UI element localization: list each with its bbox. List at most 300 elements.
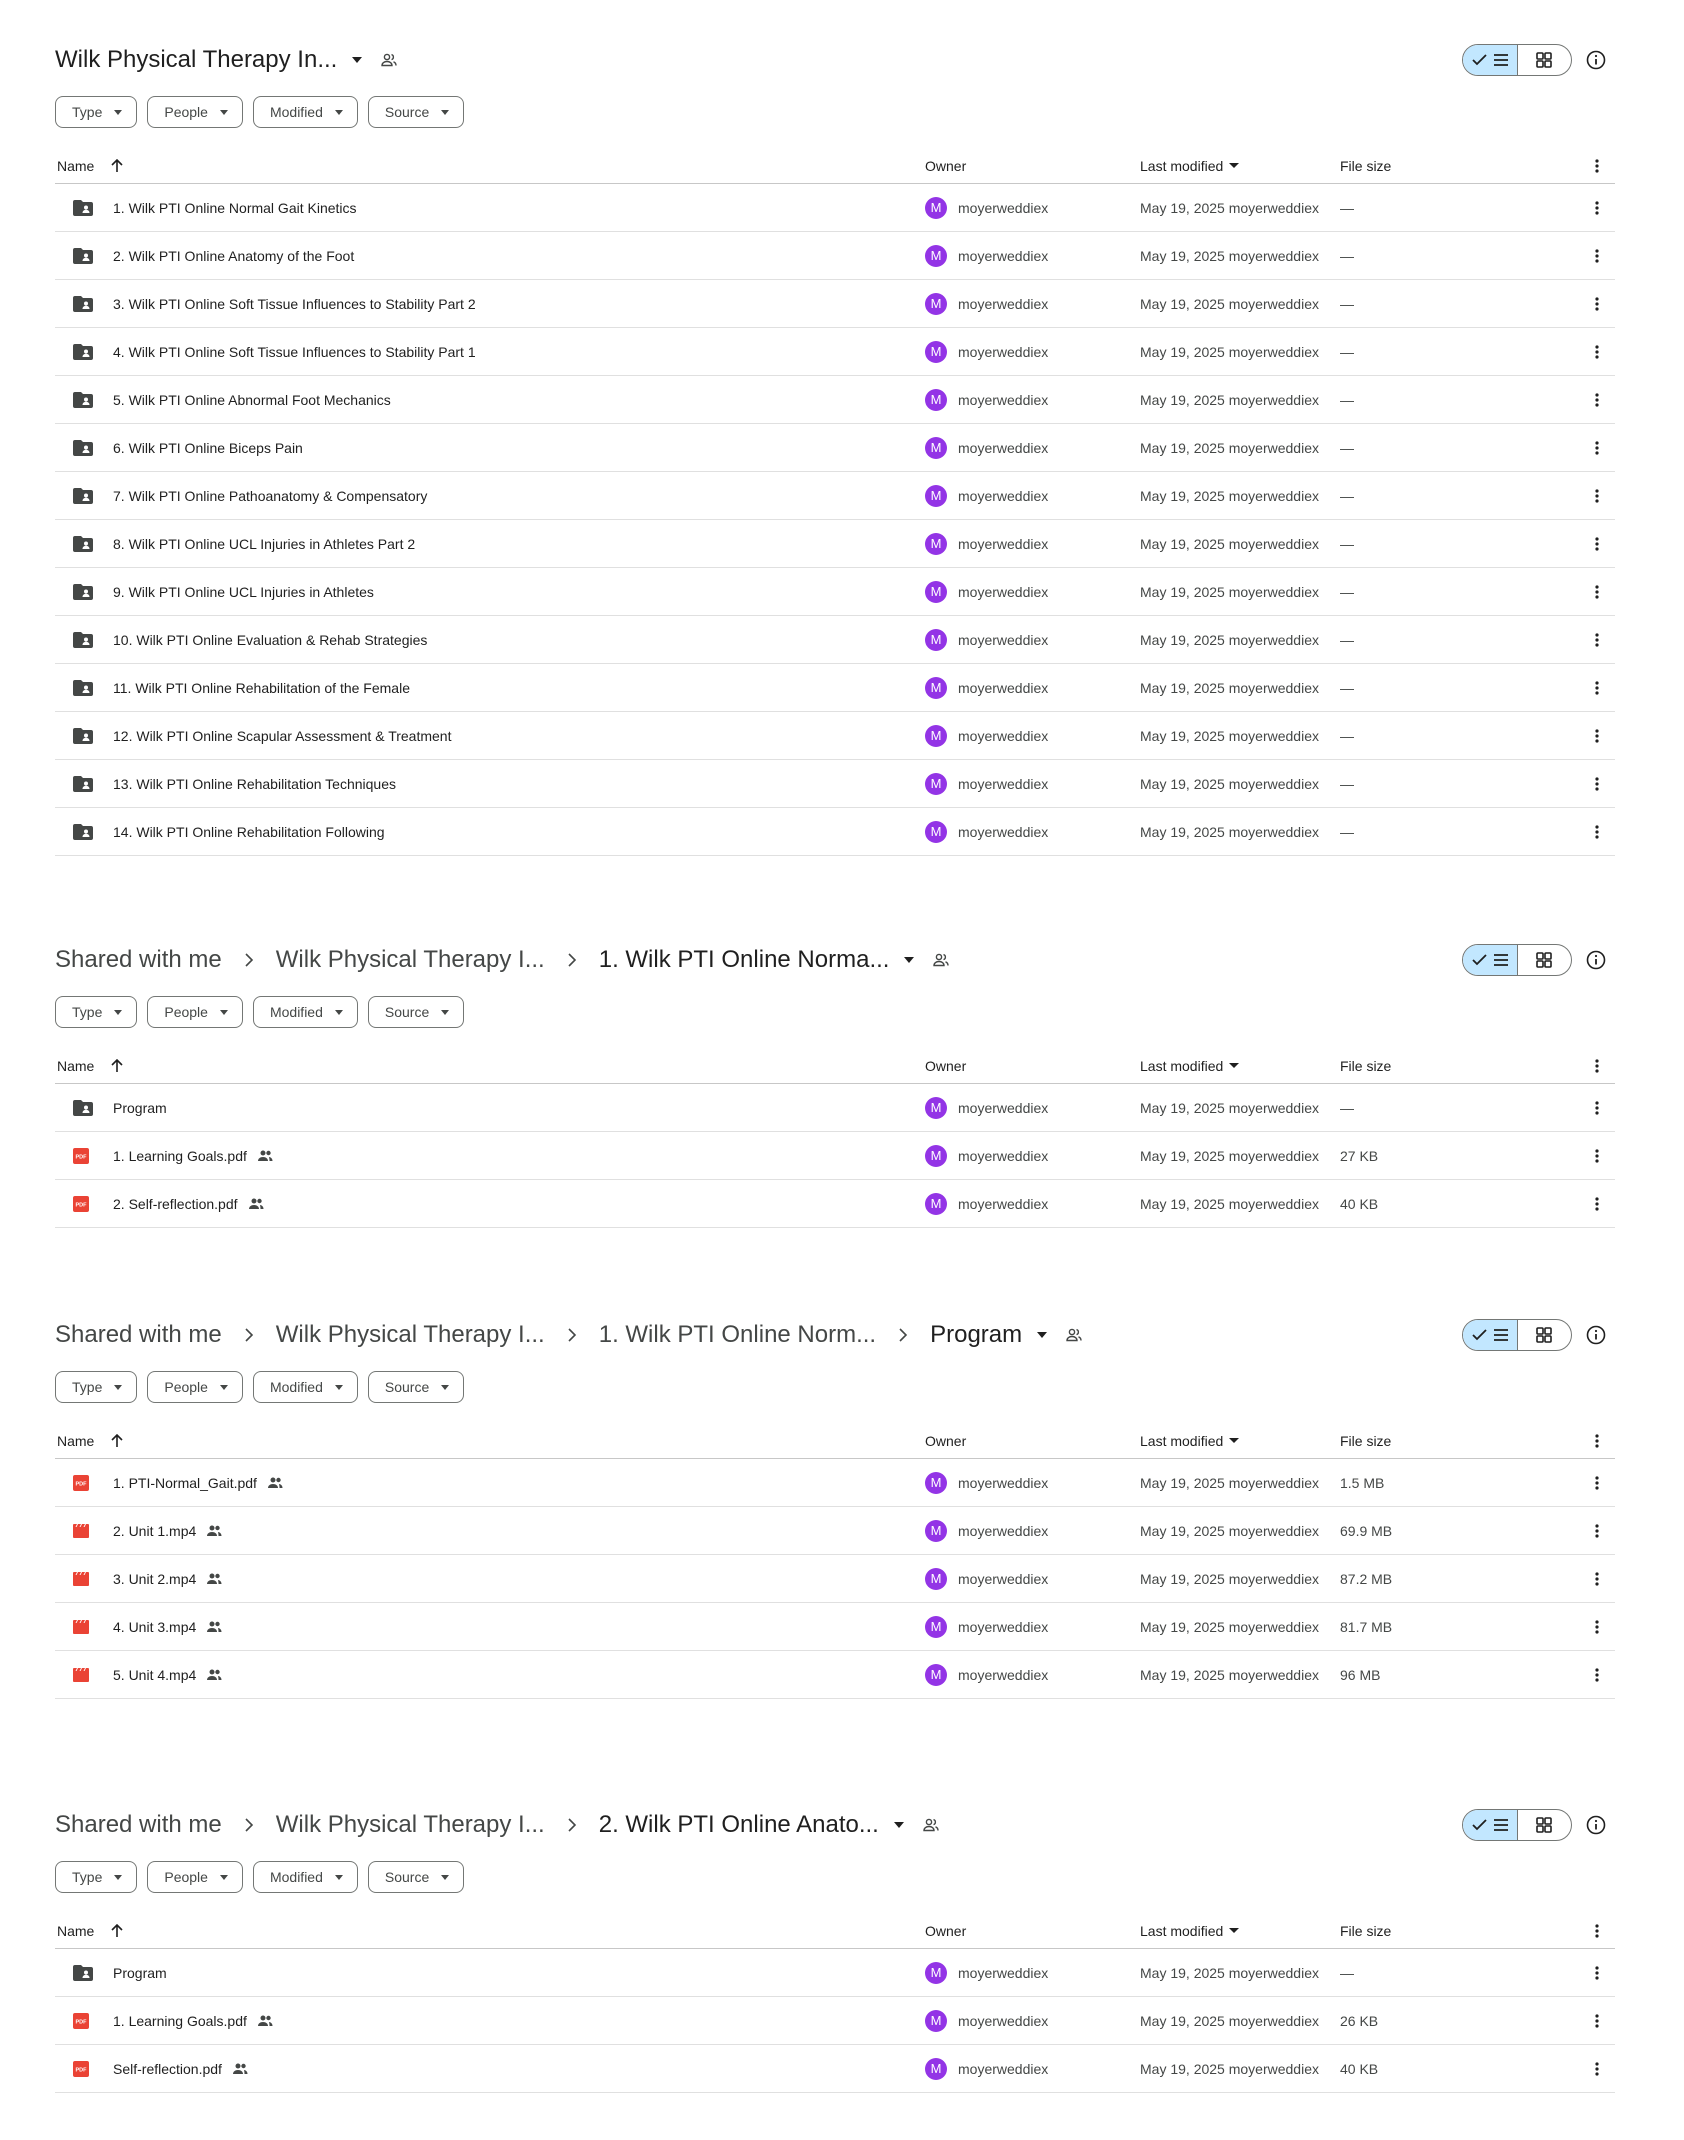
- more-options-icon[interactable]: [1595, 159, 1599, 173]
- shared-folder-icon: [73, 296, 93, 312]
- row-more-icon[interactable]: [1595, 201, 1599, 215]
- column-label: Name: [57, 1922, 95, 1939]
- column-size-header: File size: [1340, 1057, 1392, 1074]
- owner-name: moyerweddiex: [958, 1570, 1049, 1587]
- avatar: M: [925, 2010, 947, 2032]
- file-name-text: 13. Wilk PTI Online Rehabilitation Techniques: [113, 775, 397, 792]
- owner-cell: [925, 629, 1048, 651]
- file-name: [113, 1100, 167, 1116]
- dropdown-caret-icon: [441, 1010, 449, 1015]
- video-file-icon: [73, 1668, 89, 1682]
- table-row[interactable]: [55, 568, 1615, 616]
- table-row[interactable]: [55, 1949, 1615, 1997]
- check-icon: [1472, 54, 1488, 66]
- file-name: [113, 344, 476, 360]
- owner-cell: [925, 1193, 1048, 1215]
- file-size-cell: 40 KB: [1340, 2060, 1379, 2077]
- modified-cell: May 19, 2025 moyerweddiex: [1140, 199, 1319, 216]
- grid-view-button[interactable]: [1518, 45, 1572, 75]
- file-name-text: 4. Wilk PTI Online Soft Tissue Influences to Stability Part 1: [113, 343, 476, 360]
- table-row[interactable]: [55, 184, 1615, 232]
- row-more-icon[interactable]: [1595, 441, 1599, 455]
- row-more-icon[interactable]: [1595, 537, 1599, 551]
- filter-chip-label: Type: [72, 1869, 103, 1885]
- table-row[interactable]: [55, 1997, 1615, 2045]
- owner-name: moyerweddiex: [958, 631, 1049, 648]
- list-view-button[interactable]: [1463, 45, 1518, 75]
- shared-icon: [206, 1621, 222, 1633]
- modified-cell: May 19, 2025 moyerweddiex: [1140, 1964, 1319, 1981]
- file-name: [113, 680, 410, 696]
- sort-ascending-icon[interactable]: [110, 1059, 124, 1073]
- shared-folder-icon: [73, 488, 93, 504]
- file-name: [113, 1196, 264, 1212]
- file-name-text: 7. Wilk PTI Online Pathoanatomy & Compensatory: [113, 487, 428, 504]
- filter-chip-label: Modified: [269, 1004, 323, 1020]
- video-file-icon: [73, 1620, 89, 1634]
- column-modified-header[interactable]: [1140, 1433, 1239, 1449]
- row-more-icon[interactable]: [1595, 1668, 1599, 1682]
- row-more-icon[interactable]: [1595, 1197, 1599, 1211]
- shared-folder-icon: [73, 1100, 93, 1116]
- filter-chips: [55, 996, 464, 1028]
- current-folder-title[interactable]: Program: [930, 1321, 1023, 1348]
- modified-cell: May 19, 2025 moyerweddiex: [1140, 439, 1319, 456]
- filter-chip-source[interactable]: [368, 996, 464, 1028]
- svg-text:PDF: PDF: [75, 1481, 87, 1487]
- filter-chip-type[interactable]: [55, 96, 137, 128]
- table-row[interactable]: [55, 376, 1615, 424]
- dropdown-caret-icon: [335, 1875, 343, 1880]
- table-row[interactable]: [55, 424, 1615, 472]
- owner-cell: [925, 581, 1048, 603]
- list-view-button[interactable]: [1463, 1320, 1518, 1350]
- row-more-icon[interactable]: [1595, 1620, 1599, 1634]
- list-icon: [1494, 954, 1508, 966]
- row-more-icon[interactable]: [1595, 393, 1599, 407]
- avatar: M: [925, 821, 947, 843]
- dropdown-caret-icon: [335, 1010, 343, 1015]
- row-more-icon[interactable]: [1595, 1524, 1599, 1538]
- modified-cell: May 19, 2025 moyerweddiex: [1140, 775, 1319, 792]
- file-size-cell: —: [1340, 823, 1354, 840]
- modified-cell: May 19, 2025 moyerweddiex: [1140, 295, 1319, 312]
- avatar: M: [925, 1145, 947, 1167]
- file-name: [113, 392, 391, 408]
- video-file-icon: [73, 1572, 89, 1586]
- avatar: M: [925, 581, 947, 603]
- filter-chips: [55, 96, 464, 128]
- row-more-icon[interactable]: [1595, 489, 1599, 503]
- table-row[interactable]: [55, 712, 1615, 760]
- shared-icon: [257, 2015, 273, 2027]
- owner-name: moyerweddiex: [958, 1964, 1049, 1981]
- column-owner-header: Owner: [925, 1057, 967, 1074]
- dropdown-caret-icon: [441, 110, 449, 115]
- sort-caret-icon: [1229, 1438, 1239, 1443]
- table-row[interactable]: [55, 664, 1615, 712]
- drive-panel-3: [0, 1275, 1684, 1725]
- row-more-icon[interactable]: [1595, 345, 1599, 359]
- filter-chip-label: Type: [72, 1379, 103, 1395]
- file-name-text: 2. Self-reflection.pdf: [113, 1195, 238, 1212]
- breadcrumb-item[interactable]: Wilk Physical Therapy I...: [275, 1321, 545, 1348]
- avatar: M: [925, 1193, 947, 1215]
- more-options-icon[interactable]: [1595, 1434, 1599, 1448]
- filter-chips: [55, 1371, 464, 1403]
- file-name: [113, 1475, 283, 1491]
- owner-name: moyerweddiex: [958, 1474, 1049, 1491]
- table-row[interactable]: [55, 520, 1615, 568]
- file-size-cell: —: [1340, 1099, 1354, 1116]
- file-name-text: Self-reflection.pdf: [113, 2060, 222, 2077]
- dropdown-caret-icon: [114, 1385, 122, 1390]
- table-row[interactable]: [55, 1180, 1615, 1228]
- folder-menu-caret-icon[interactable]: [893, 1821, 905, 1829]
- filter-chip-label: People: [164, 1004, 208, 1020]
- pdf-file-icon: [73, 2013, 89, 2029]
- table-row[interactable]: [55, 808, 1615, 856]
- filter-chip-source[interactable]: [368, 1371, 464, 1403]
- owner-name: moyerweddiex: [958, 1099, 1049, 1116]
- owner-name: moyerweddiex: [958, 439, 1049, 456]
- shared-people-icon[interactable]: [1066, 1328, 1082, 1342]
- breadcrumb-item[interactable]: Shared with me: [55, 1321, 222, 1348]
- shared-folder-icon: [73, 344, 93, 360]
- column-size-header: File size: [1340, 1432, 1392, 1449]
- drive-panel-4: [0, 1765, 1684, 2095]
- table-row[interactable]: [55, 328, 1615, 376]
- modified-cell: May 19, 2025 moyerweddiex: [1140, 1666, 1319, 1683]
- chevron-right-icon: [244, 1328, 254, 1342]
- modified-cell: May 19, 2025 moyerweddiex: [1140, 2012, 1319, 2029]
- file-name-text: 6. Wilk PTI Online Biceps Pain: [113, 439, 303, 456]
- file-size-cell: —: [1340, 1964, 1354, 1981]
- modified-cell: May 19, 2025 moyerweddiex: [1140, 1099, 1319, 1116]
- filter-chip-source[interactable]: [368, 1861, 464, 1893]
- row-more-icon[interactable]: [1595, 1101, 1599, 1115]
- shared-people-icon[interactable]: [923, 1818, 939, 1832]
- file-size-cell: 87.2 MB: [1340, 1570, 1393, 1587]
- table-row[interactable]: [55, 472, 1615, 520]
- chevron-right-icon: [244, 953, 254, 967]
- table-row[interactable]: [55, 1459, 1615, 1507]
- shared-folder-icon: [73, 824, 93, 840]
- avatar: M: [925, 293, 947, 315]
- row-more-icon[interactable]: [1595, 2014, 1599, 2028]
- file-name: [113, 200, 357, 216]
- table-row[interactable]: [55, 232, 1615, 280]
- table-row[interactable]: [55, 280, 1615, 328]
- filter-chip-label: Type: [72, 1004, 103, 1020]
- folder-menu-caret-icon[interactable]: [903, 956, 915, 964]
- file-size-cell: —: [1340, 391, 1354, 408]
- file-size-cell: 40 KB: [1340, 1195, 1379, 1212]
- row-more-icon[interactable]: [1595, 585, 1599, 599]
- shared-folder-icon: [73, 776, 93, 792]
- breadcrumb-item[interactable]: Wilk Physical Therapy I...: [275, 946, 545, 973]
- list-view-button[interactable]: [1463, 1810, 1518, 1840]
- grid-icon: [1536, 952, 1552, 968]
- view-toggle: [1462, 944, 1572, 976]
- owner-cell: [925, 1472, 1048, 1494]
- shared-icon: [206, 1525, 222, 1537]
- filter-chip-type[interactable]: [55, 1371, 137, 1403]
- shared-people-icon[interactable]: [933, 953, 949, 967]
- breadcrumb-item[interactable]: Shared with me: [55, 946, 222, 973]
- file-name-text: 1. PTI-Normal_Gait.pdf: [113, 1474, 257, 1491]
- filter-chip-label: Source: [384, 1379, 430, 1395]
- file-name: [113, 1965, 167, 1981]
- shared-folder-icon: [73, 440, 93, 456]
- column-modified-header[interactable]: [1140, 158, 1239, 174]
- filter-chip-type[interactable]: [55, 1861, 137, 1893]
- breadcrumb: [55, 40, 397, 80]
- dropdown-caret-icon: [114, 110, 122, 115]
- avatar: M: [925, 725, 947, 747]
- file-size-cell: 69.9 MB: [1340, 1522, 1393, 1539]
- file-table: [55, 148, 1615, 856]
- filter-chip-modified[interactable]: [253, 1861, 358, 1893]
- file-name: [113, 488, 427, 504]
- filter-chip-modified[interactable]: [253, 96, 358, 128]
- file-name: [113, 2013, 273, 2029]
- current-folder-title[interactable]: 1. Wilk PTI Online Norma...: [598, 946, 890, 973]
- row-more-icon[interactable]: [1595, 729, 1599, 743]
- table-header: [55, 1913, 1615, 1949]
- file-name: [113, 728, 451, 744]
- dropdown-caret-icon: [335, 1385, 343, 1390]
- more-options-icon[interactable]: [1595, 1059, 1599, 1073]
- avatar: M: [925, 677, 947, 699]
- file-name: [113, 248, 354, 264]
- grid-view-button[interactable]: [1518, 945, 1572, 975]
- owner-cell: [925, 437, 1048, 459]
- owner-cell: [925, 1568, 1048, 1590]
- dropdown-caret-icon: [220, 1875, 228, 1880]
- svg-text:PDF: PDF: [75, 1154, 87, 1160]
- owner-cell: [925, 1145, 1048, 1167]
- table-row[interactable]: [55, 1507, 1615, 1555]
- current-folder-title[interactable]: Wilk Physical Therapy In...: [55, 46, 338, 73]
- file-name-text: 1. Learning Goals.pdf: [113, 2012, 247, 2029]
- owner-name: moyerweddiex: [958, 1618, 1049, 1635]
- owner-name: moyerweddiex: [958, 775, 1049, 792]
- grid-view-button[interactable]: [1518, 1810, 1572, 1840]
- file-name: [113, 1571, 222, 1587]
- check-icon: [1472, 954, 1488, 966]
- filter-chip-label: People: [164, 1379, 208, 1395]
- dropdown-caret-icon: [114, 1875, 122, 1880]
- avatar: M: [925, 341, 947, 363]
- table-row[interactable]: [55, 1132, 1615, 1180]
- file-name: [113, 824, 385, 840]
- column-name-header[interactable]: [57, 1058, 124, 1074]
- filter-chip-people[interactable]: [147, 996, 243, 1028]
- owner-cell: [925, 2058, 1048, 2080]
- owner-name: moyerweddiex: [958, 1522, 1049, 1539]
- avatar: M: [925, 437, 947, 459]
- view-toggle: [1462, 1809, 1572, 1841]
- filter-chip-label: Source: [384, 104, 430, 120]
- column-modified-header[interactable]: [1140, 1058, 1239, 1074]
- avatar: M: [925, 533, 947, 555]
- filter-chip-label: Modified: [269, 104, 323, 120]
- column-owner-header: Owner: [925, 1432, 967, 1449]
- avatar: M: [925, 1616, 947, 1638]
- column-owner-header: Owner: [925, 157, 967, 174]
- shared-folder-icon: [73, 200, 93, 216]
- modified-cell: May 19, 2025 moyerweddiex: [1140, 1147, 1319, 1164]
- table-row[interactable]: [55, 760, 1615, 808]
- table-row[interactable]: [55, 1084, 1615, 1132]
- list-view-button[interactable]: [1463, 945, 1518, 975]
- filter-chip-people[interactable]: [147, 1861, 243, 1893]
- row-more-icon[interactable]: [1595, 1149, 1599, 1163]
- shared-folder-icon: [73, 680, 93, 696]
- breadcrumb-item[interactable]: Wilk Physical Therapy I...: [275, 1811, 545, 1838]
- table-row[interactable]: [55, 1555, 1615, 1603]
- info-icon[interactable]: [1584, 1323, 1608, 1347]
- shared-people-icon[interactable]: [381, 53, 397, 67]
- table-row[interactable]: [55, 1651, 1615, 1699]
- filter-chip-modified[interactable]: [253, 996, 358, 1028]
- scroll-viewport[interactable]: [55, 148, 1615, 998]
- file-size-cell: —: [1340, 295, 1354, 312]
- info-icon[interactable]: [1584, 1813, 1608, 1837]
- row-more-icon[interactable]: [1595, 1572, 1599, 1586]
- file-name-text: 12. Wilk PTI Online Scapular Assessment & Treatment: [113, 727, 452, 744]
- shared-icon: [267, 1477, 283, 1489]
- avatar: M: [925, 1472, 947, 1494]
- filter-chip-people[interactable]: [147, 96, 243, 128]
- filter-chip-source[interactable]: [368, 96, 464, 128]
- filter-chip-type[interactable]: [55, 996, 137, 1028]
- file-size-cell: —: [1340, 487, 1354, 504]
- owner-name: moyerweddiex: [958, 1195, 1049, 1212]
- chevron-right-icon: [567, 1328, 577, 1342]
- table-header: [55, 148, 1615, 184]
- file-name-text: 5. Wilk PTI Online Abnormal Foot Mechanics: [113, 391, 391, 408]
- file-name-text: 1. Wilk PTI Online Normal Gait Kinetics: [113, 199, 357, 216]
- file-size-cell: —: [1340, 631, 1354, 648]
- owner-name: moyerweddiex: [958, 1666, 1049, 1683]
- row-more-icon[interactable]: [1595, 297, 1599, 311]
- file-size-cell: —: [1340, 679, 1354, 696]
- table-row[interactable]: [55, 1603, 1615, 1651]
- row-more-icon[interactable]: [1595, 825, 1599, 839]
- owner-cell: [925, 245, 1048, 267]
- file-name: [113, 2061, 248, 2077]
- modified-cell: May 19, 2025 moyerweddiex: [1140, 343, 1319, 360]
- breadcrumb-item[interactable]: 1. Wilk PTI Online Norm...: [598, 1321, 877, 1348]
- shared-folder-icon: [73, 248, 93, 264]
- sort-ascending-icon[interactable]: [110, 1434, 124, 1448]
- breadcrumb: [55, 1315, 1082, 1355]
- shared-folder-icon: [73, 632, 93, 648]
- filter-chip-people[interactable]: [147, 1371, 243, 1403]
- file-size-cell: —: [1340, 535, 1354, 552]
- owner-cell: [925, 341, 1048, 363]
- owner-name: moyerweddiex: [958, 199, 1049, 216]
- check-icon: [1472, 1329, 1488, 1341]
- file-size-cell: —: [1340, 247, 1354, 264]
- breadcrumb-item[interactable]: Shared with me: [55, 1811, 222, 1838]
- pdf-file-icon: [73, 1148, 89, 1164]
- file-name-text: 1. Learning Goals.pdf: [113, 1147, 247, 1164]
- filter-chip-modified[interactable]: [253, 1371, 358, 1403]
- column-name-header[interactable]: [57, 158, 124, 174]
- row-more-icon[interactable]: [1595, 777, 1599, 791]
- avatar: M: [925, 1568, 947, 1590]
- modified-cell: May 19, 2025 moyerweddiex: [1140, 391, 1319, 408]
- file-name: [113, 440, 303, 456]
- row-more-icon[interactable]: [1595, 1966, 1599, 1980]
- column-size-header: File size: [1340, 1922, 1392, 1939]
- table-header: [55, 1423, 1615, 1459]
- shared-icon: [248, 1198, 264, 1210]
- info-icon[interactable]: [1584, 48, 1608, 72]
- dropdown-caret-icon: [441, 1385, 449, 1390]
- sort-ascending-icon[interactable]: [110, 1924, 124, 1938]
- modified-cell: May 19, 2025 moyerweddiex: [1140, 1195, 1319, 1212]
- filter-chip-label: People: [164, 1869, 208, 1885]
- row-more-icon[interactable]: [1595, 633, 1599, 647]
- modified-cell: May 19, 2025 moyerweddiex: [1140, 823, 1319, 840]
- avatar: M: [925, 1664, 947, 1686]
- row-more-icon[interactable]: [1595, 681, 1599, 695]
- column-name-header[interactable]: [57, 1433, 124, 1449]
- file-size-cell: 26 KB: [1340, 2012, 1379, 2029]
- avatar: M: [925, 389, 947, 411]
- folder-menu-caret-icon[interactable]: [1036, 1331, 1048, 1339]
- modified-cell: May 19, 2025 moyerweddiex: [1140, 535, 1319, 552]
- video-file-icon: [73, 1524, 89, 1538]
- modified-cell: May 19, 2025 moyerweddiex: [1140, 583, 1319, 600]
- file-size-cell: 27 KB: [1340, 1147, 1379, 1164]
- shared-folder-icon: [73, 728, 93, 744]
- column-modified-header[interactable]: [1140, 1923, 1239, 1939]
- sort-caret-icon: [1229, 163, 1239, 168]
- file-name: [113, 1148, 273, 1164]
- folder-menu-caret-icon[interactable]: [351, 56, 363, 64]
- file-table: [55, 1048, 1615, 1228]
- filter-chip-label: Modified: [269, 1379, 323, 1395]
- file-name: [113, 776, 396, 792]
- row-more-icon[interactable]: [1595, 2062, 1599, 2076]
- column-label: Name: [57, 1057, 95, 1074]
- info-icon[interactable]: [1584, 948, 1608, 972]
- breadcrumb: [55, 940, 949, 980]
- table-row[interactable]: [55, 2045, 1615, 2093]
- sort-ascending-icon[interactable]: [110, 159, 124, 173]
- grid-view-button[interactable]: [1518, 1320, 1572, 1350]
- column-owner-header: Owner: [925, 1922, 967, 1939]
- column-name-header[interactable]: [57, 1923, 124, 1939]
- current-folder-title[interactable]: 2. Wilk PTI Online Anato...: [598, 1811, 879, 1838]
- table-row[interactable]: [55, 616, 1615, 664]
- file-name: [113, 1667, 222, 1683]
- shared-folder-icon: [73, 392, 93, 408]
- file-size-cell: 96 MB: [1340, 1666, 1381, 1683]
- owner-cell: [925, 773, 1048, 795]
- table-header: [55, 1048, 1615, 1084]
- avatar: M: [925, 245, 947, 267]
- row-more-icon[interactable]: [1595, 1476, 1599, 1490]
- owner-name: moyerweddiex: [958, 1147, 1049, 1164]
- more-options-icon[interactable]: [1595, 1924, 1599, 1938]
- row-more-icon[interactable]: [1595, 249, 1599, 263]
